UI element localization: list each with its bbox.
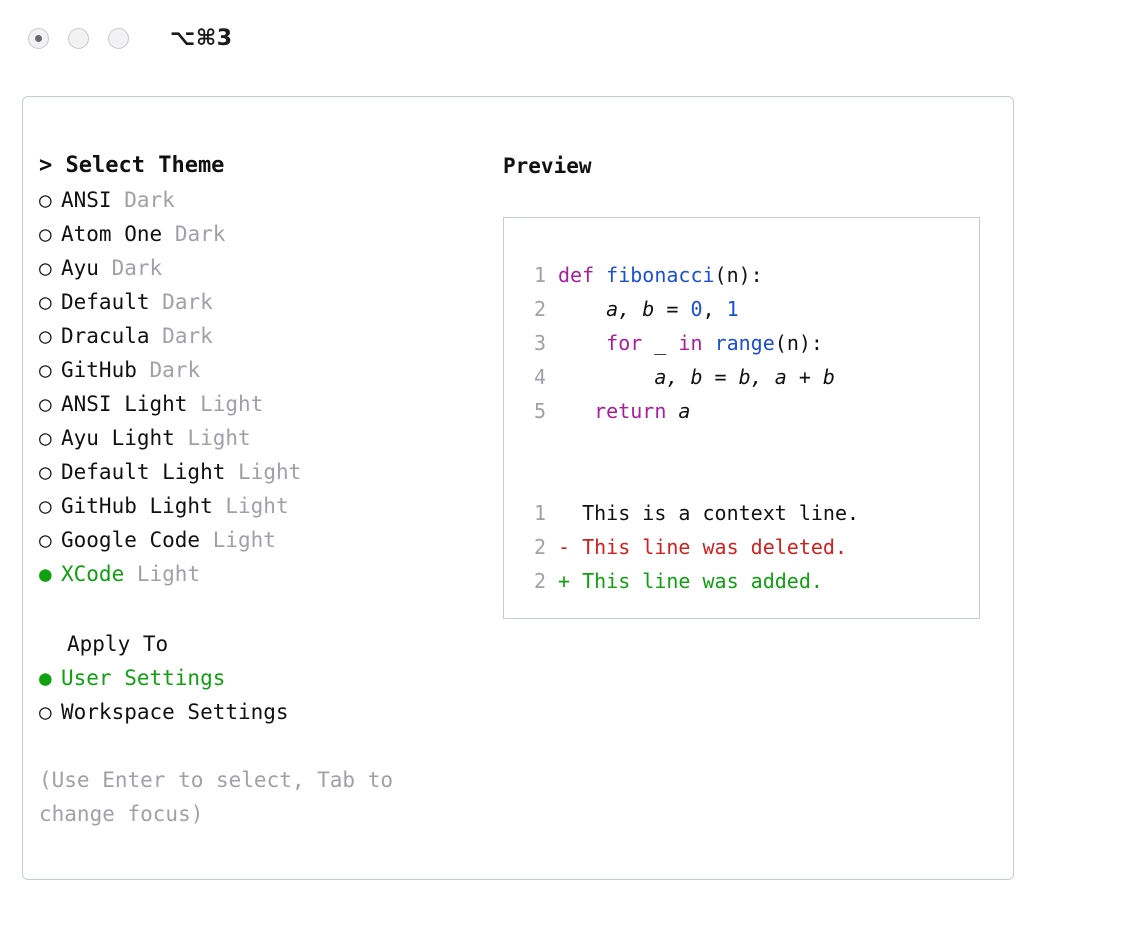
theme-selector-panel bbox=[22, 96, 1014, 880]
theme-list-item[interactable] bbox=[39, 319, 479, 353]
theme-name: Ayu Light bbox=[61, 426, 175, 450]
window-minimize-button[interactable] bbox=[68, 28, 89, 49]
preview-title: Preview bbox=[503, 154, 592, 178]
theme-variant: Dark bbox=[124, 188, 175, 212]
theme-variant: Light bbox=[212, 528, 276, 552]
theme-name: Google Code bbox=[61, 528, 201, 552]
code-line bbox=[522, 292, 979, 326]
diff-marker: + bbox=[558, 569, 571, 593]
line-number: 2 bbox=[533, 297, 546, 321]
theme-name: Default Light bbox=[61, 460, 226, 484]
theme-list-item[interactable] bbox=[39, 217, 479, 251]
diff-line-context bbox=[522, 496, 979, 530]
theme-list-item[interactable] bbox=[39, 421, 479, 455]
code-token: (n): bbox=[714, 263, 763, 287]
blank-line bbox=[522, 462, 979, 496]
code-token bbox=[558, 331, 606, 355]
radio-marker-icon: ○ bbox=[39, 392, 52, 416]
theme-name: ANSI Light bbox=[61, 392, 188, 416]
theme-name: Dracula bbox=[61, 324, 150, 348]
diff-text: This line was deleted. bbox=[570, 535, 847, 559]
code-token: fibonacci bbox=[606, 263, 715, 287]
theme-list-item[interactable] bbox=[39, 251, 479, 285]
diff-text: This is a context line. bbox=[570, 501, 860, 525]
radio-marker-icon: ○ bbox=[39, 222, 52, 246]
apply-to-option-workspace[interactable] bbox=[39, 695, 479, 729]
radio-marker-icon: ○ bbox=[39, 700, 52, 724]
theme-list-item[interactable] bbox=[39, 455, 479, 489]
theme-name: Default bbox=[61, 290, 150, 314]
line-number: 4 bbox=[533, 365, 546, 389]
code-token: return bbox=[594, 399, 667, 423]
radio-marker-icon: ○ bbox=[39, 290, 52, 314]
theme-variant: Light bbox=[200, 392, 264, 416]
window-close-button[interactable] bbox=[28, 28, 49, 49]
line-number: 1 bbox=[533, 263, 546, 287]
apply-to-title: Apply To bbox=[67, 632, 169, 656]
theme-variant: Dark bbox=[111, 256, 163, 280]
code-token: 1 bbox=[726, 297, 739, 321]
theme-variant: Dark bbox=[162, 324, 213, 348]
theme-list-item[interactable] bbox=[39, 353, 479, 387]
theme-list-column bbox=[39, 149, 479, 831]
theme-name: ANSI bbox=[61, 188, 112, 212]
code-token: (n): bbox=[774, 331, 823, 355]
line-number: 1 bbox=[533, 501, 546, 525]
theme-variant: Light bbox=[225, 494, 289, 518]
code-token: , bbox=[702, 297, 727, 321]
theme-list-item[interactable] bbox=[39, 183, 479, 217]
diff-marker bbox=[558, 501, 570, 525]
code-token bbox=[703, 331, 715, 355]
code-token: _ bbox=[642, 331, 679, 355]
theme-name: Ayu bbox=[61, 256, 99, 280]
select-theme-prompt: > Select Theme bbox=[39, 153, 225, 178]
apply-to-label: Workspace Settings bbox=[61, 700, 289, 724]
theme-list bbox=[39, 183, 479, 591]
radio-marker-icon: ○ bbox=[39, 426, 52, 450]
close-dot-inner bbox=[35, 35, 42, 42]
theme-list-item[interactable] bbox=[39, 285, 479, 319]
keyboard-hint: (Use Enter to select, Tab to change focus) bbox=[39, 768, 394, 826]
code-line bbox=[522, 360, 979, 394]
code-token: a, b = bbox=[558, 297, 691, 321]
window-zoom-button[interactable] bbox=[108, 28, 129, 49]
radio-marker-icon: ● bbox=[39, 666, 52, 690]
diff-text: This line was added. bbox=[570, 569, 823, 593]
preview-column bbox=[503, 149, 993, 619]
theme-list-item[interactable] bbox=[39, 489, 479, 523]
diff-marker: - bbox=[558, 535, 571, 559]
theme-variant: Light bbox=[136, 562, 201, 586]
apply-to-option-user[interactable] bbox=[39, 661, 479, 695]
code-token bbox=[558, 399, 594, 423]
radio-marker-icon: ○ bbox=[39, 358, 52, 382]
titlebar bbox=[0, 0, 1140, 76]
theme-list-item[interactable] bbox=[39, 387, 479, 421]
diff-line-deleted bbox=[522, 530, 979, 564]
apply-to-label: User Settings bbox=[61, 666, 226, 690]
theme-name: Atom One bbox=[61, 222, 163, 246]
radio-marker-icon: ● bbox=[39, 562, 52, 586]
line-number: 3 bbox=[533, 331, 546, 355]
radio-marker-icon: ○ bbox=[39, 256, 52, 280]
theme-name: GitHub Light bbox=[61, 494, 213, 518]
code-line bbox=[522, 394, 979, 428]
theme-list-item[interactable] bbox=[39, 523, 479, 557]
code-token: def bbox=[558, 263, 607, 287]
code-token: range bbox=[714, 331, 775, 355]
theme-variant: Dark bbox=[174, 222, 226, 246]
radio-marker-icon: ○ bbox=[39, 188, 52, 212]
code-token: 0 bbox=[690, 297, 703, 321]
radio-marker-icon: ○ bbox=[39, 528, 52, 552]
radio-marker-icon: ○ bbox=[39, 494, 52, 518]
code-token: a bbox=[678, 399, 691, 423]
theme-variant: Dark bbox=[162, 290, 213, 314]
code-token: a, b = b, a + b bbox=[558, 365, 835, 389]
code-token: for bbox=[606, 331, 643, 355]
spacer bbox=[39, 591, 479, 627]
window-shortcut-label: ⌥⌘3 bbox=[170, 25, 233, 51]
blank-line bbox=[522, 428, 979, 462]
code-line bbox=[522, 258, 979, 292]
preview-box bbox=[503, 217, 980, 619]
theme-variant: Light bbox=[187, 426, 251, 450]
code-token: in bbox=[678, 331, 703, 355]
theme-list-item-selected[interactable] bbox=[39, 557, 479, 591]
radio-marker-icon: ○ bbox=[39, 324, 52, 348]
theme-name: XCode bbox=[61, 562, 125, 586]
diff-line-added bbox=[522, 564, 979, 598]
line-number: 5 bbox=[533, 399, 546, 423]
theme-name: GitHub bbox=[61, 358, 137, 382]
code-line bbox=[522, 326, 979, 360]
code-token bbox=[666, 399, 678, 423]
theme-variant: Dark bbox=[149, 358, 201, 382]
line-number: 2 bbox=[533, 535, 546, 559]
theme-variant: Light bbox=[238, 460, 302, 484]
line-number: 2 bbox=[533, 569, 546, 593]
radio-marker-icon: ○ bbox=[39, 460, 52, 484]
